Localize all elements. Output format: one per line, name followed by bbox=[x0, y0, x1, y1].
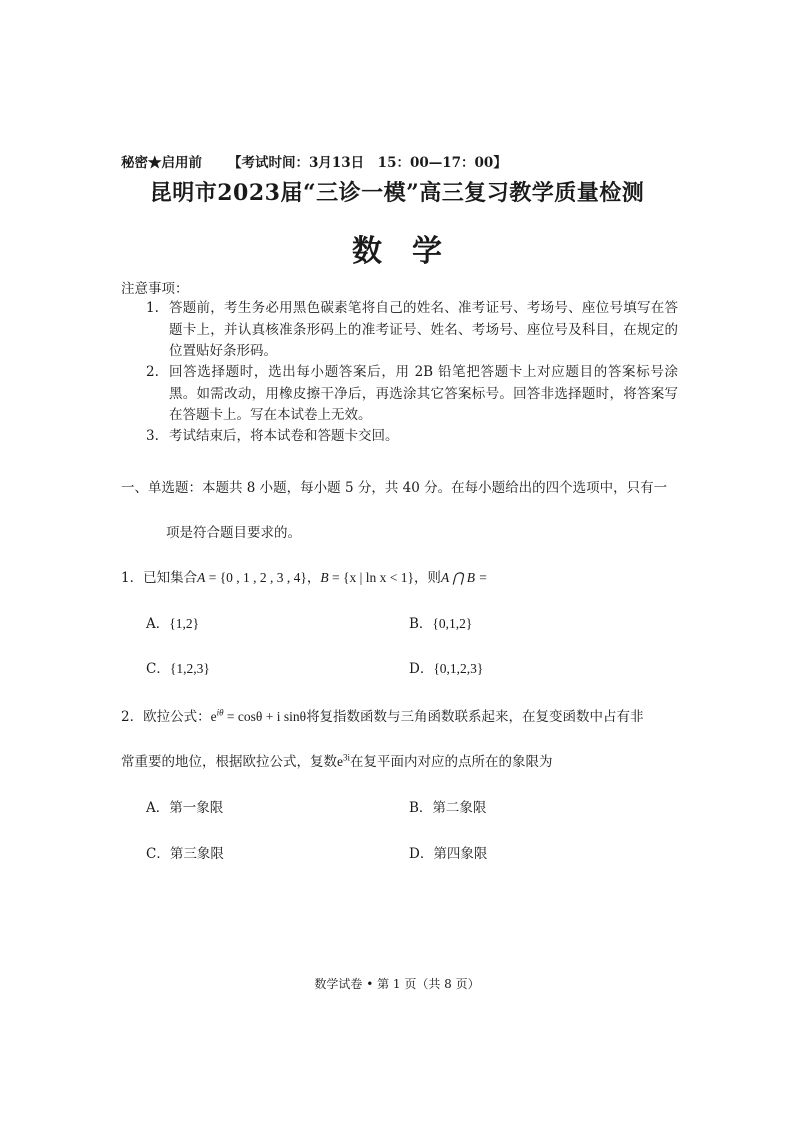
notice-item-1 bbox=[146, 298, 678, 363]
q2-option-d[interactable] bbox=[409, 842, 487, 862]
option-label: C． bbox=[146, 846, 170, 862]
option-value: {1,2} bbox=[169, 616, 200, 631]
question-text-post: ，则 bbox=[413, 570, 441, 586]
exam-title: 昆明市2023届“三诊一模”高三复习教学质量检测 bbox=[149, 180, 645, 206]
option-label: C． bbox=[146, 661, 170, 677]
question-text-post: 在复平面内对应的点所在的象限为 bbox=[350, 754, 553, 770]
option-value: {0,1,2,3} bbox=[433, 661, 484, 676]
question-1 bbox=[121, 566, 488, 586]
q2-option-b[interactable] bbox=[409, 796, 486, 816]
question-number: 2． bbox=[121, 709, 144, 725]
notice-item-text: 考试结束后，将本试卷和答题卡交回。 bbox=[169, 428, 399, 444]
page-footer: 数学试卷 • 第 1 页（共 8 页） bbox=[314, 977, 480, 991]
notice-item-text: 答题前，考生务必用黑色碳素笔将自己的姓名、准考证号、考场号、座位号填写在答题卡上，并认真核准条形码上的准考证号、姓名、考场号、座位号及科目，在规定的位置贴好条形码。 bbox=[169, 300, 678, 359]
question-2 bbox=[121, 705, 644, 725]
notice-item-3 bbox=[146, 426, 678, 448]
q1-option-a[interactable] bbox=[146, 612, 199, 632]
question-2-continued bbox=[121, 750, 553, 770]
notice-item-number: 2. bbox=[146, 364, 159, 380]
section-heading-continued: 项是符合题目要求的。 bbox=[166, 525, 301, 541]
option-label: B． bbox=[409, 800, 433, 816]
question-text: 常重要的地位，根据欧拉公式，复数 bbox=[121, 754, 337, 770]
option-value: 第二象限 bbox=[432, 800, 487, 816]
notice-item-2 bbox=[146, 362, 678, 427]
euler-exponent: iθ bbox=[216, 707, 224, 718]
option-label: A． bbox=[146, 800, 170, 816]
option-value: 第三象限 bbox=[169, 846, 224, 862]
notice-item-number: 3. bbox=[146, 428, 159, 444]
exam-header bbox=[121, 151, 507, 171]
option-label: A． bbox=[146, 616, 170, 632]
q2-option-c[interactable] bbox=[146, 842, 224, 862]
notice-title: 注意事项： bbox=[121, 281, 189, 297]
q1-option-d[interactable] bbox=[409, 657, 483, 677]
q1-option-b[interactable] bbox=[409, 612, 472, 632]
question-number: 1． bbox=[121, 570, 144, 586]
set-b-name: B bbox=[320, 570, 329, 585]
question-text: 欧拉公式： bbox=[143, 709, 211, 725]
complex-base: e bbox=[337, 754, 343, 769]
option-value: 第四象限 bbox=[433, 846, 488, 862]
euler-formula: = cosθ + i sinθ bbox=[223, 709, 307, 724]
set-a-value: = {0 , 1 , 2 , 3 , 4} bbox=[205, 570, 307, 585]
set-a-name: A bbox=[197, 570, 206, 585]
option-label: D． bbox=[409, 846, 434, 862]
euler-base: e bbox=[210, 709, 217, 724]
subject-title: 数学 bbox=[352, 234, 472, 269]
question-text-post: 将复指数函数与三角函数联系起来，在复变函数中占有非 bbox=[306, 709, 644, 725]
option-value: {1,2,3} bbox=[169, 661, 210, 676]
complex-exponent: 3i bbox=[343, 752, 351, 763]
option-value: {0,1,2} bbox=[432, 616, 473, 631]
q2-option-a[interactable] bbox=[146, 796, 223, 816]
separator: ， bbox=[306, 570, 321, 586]
notice-item-text: 回答选择题时，选出每小题答案后，用 2B 铅笔把答题卡上对应题目的答案标号涂黑。如需改动，用橡皮擦干净后，再选涂其它答案标号。回答非选择题时，将答案写在答题卡上。写在本试卷上无效。 bbox=[169, 364, 678, 423]
q1-option-c[interactable] bbox=[146, 657, 210, 677]
notice-item-number: 1. bbox=[146, 300, 159, 316]
option-label: B． bbox=[409, 616, 433, 632]
exam-time: 【考试时间：3月13日 15：00—17：00】 bbox=[228, 155, 507, 171]
option-label: D． bbox=[409, 661, 434, 677]
confidential-label: 秘密★启用前 bbox=[121, 155, 202, 171]
question-text: 已知集合 bbox=[143, 570, 198, 586]
intersection-expression: A ⋂ B = bbox=[440, 570, 488, 585]
option-value: 第一象限 bbox=[169, 800, 224, 816]
set-b-value: = {x | ln x < 1} bbox=[328, 570, 414, 585]
section-heading: 一、单选题：本题共 8 小题，每小题 5 分，共 40 分。在每小题给出的四个选项中，只有一 bbox=[121, 480, 668, 496]
